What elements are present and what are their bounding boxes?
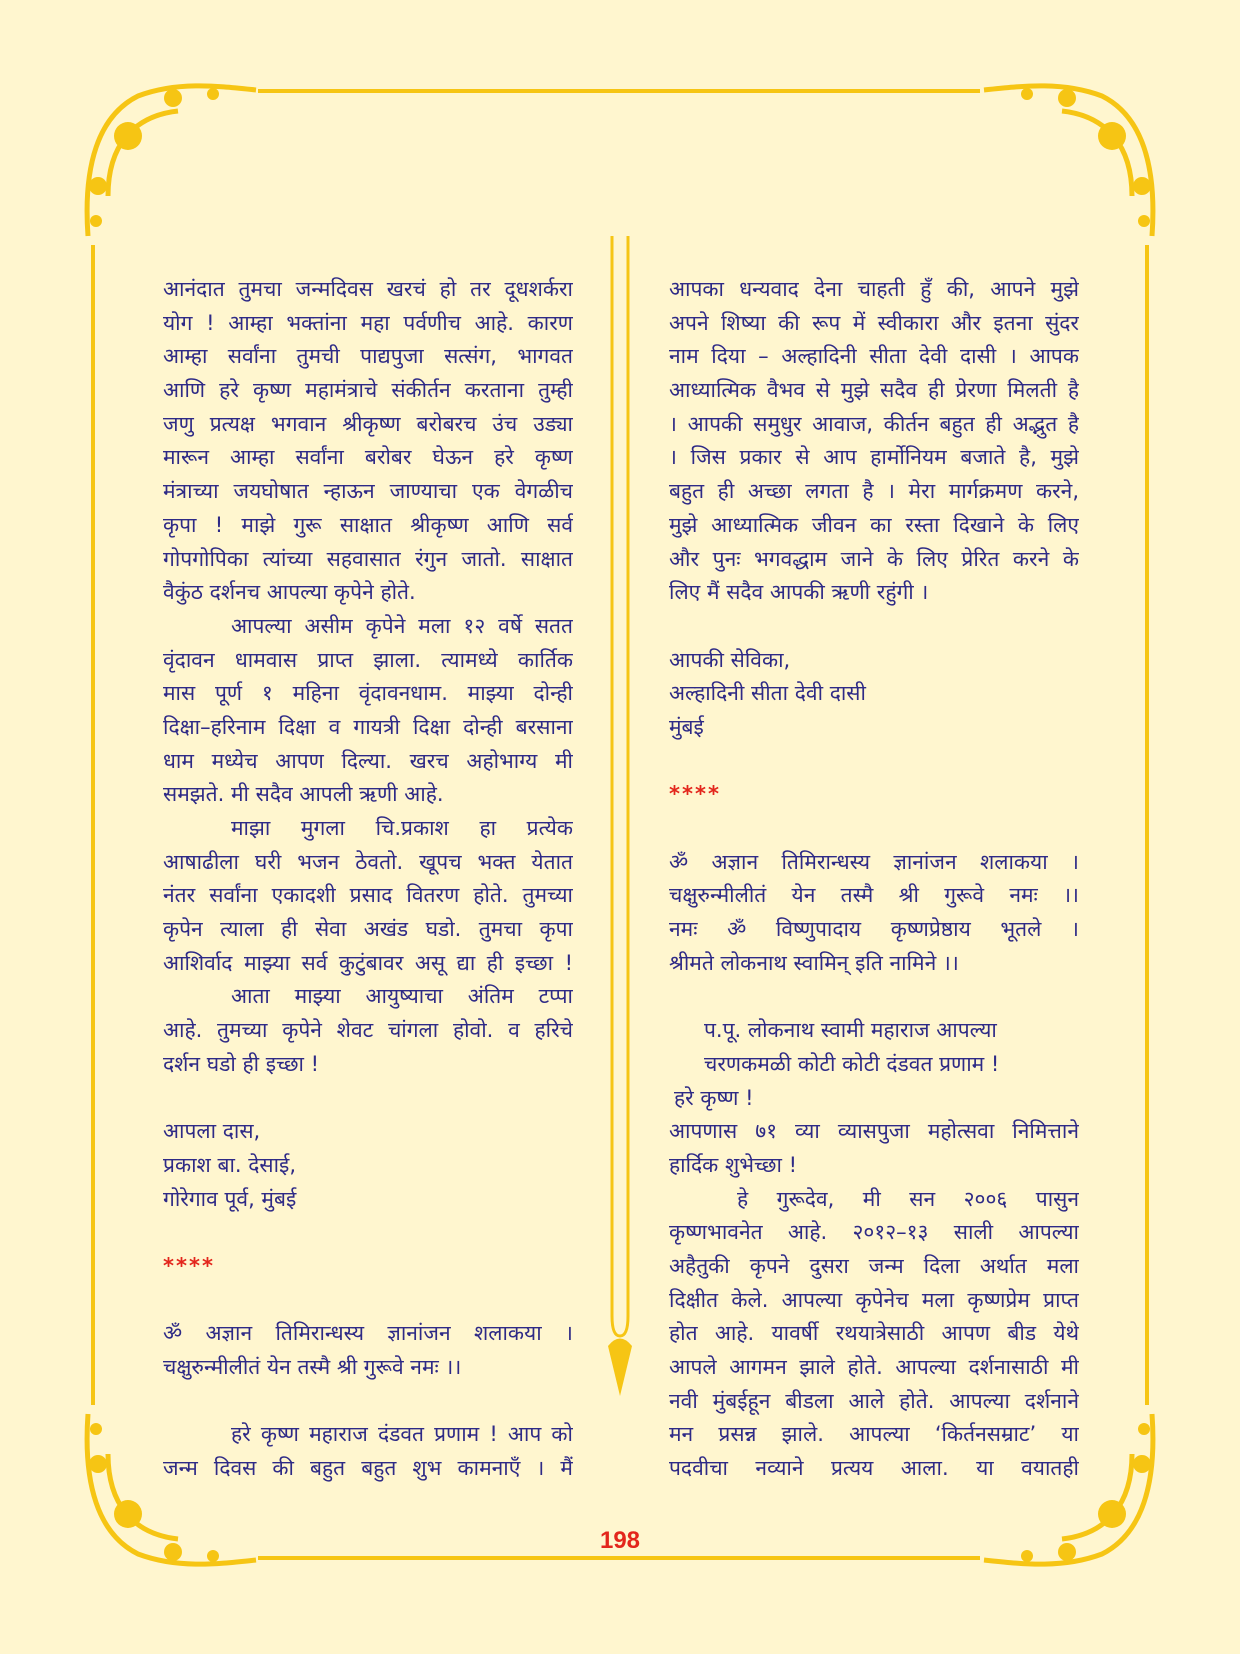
text-line: चक्षुरुन्मीलीतं येन तस्मै श्री गुरूवे नमः ।।: [669, 883, 1079, 908]
section-separator-stars: ****: [163, 1253, 215, 1278]
text-line: हार्दिक शुभेच्छा !: [669, 1152, 798, 1177]
text-line: चरणकमळी कोटी कोटी दंडवत प्रणाम !: [704, 1051, 1000, 1076]
text-line: आपणास ७१ व्या व्यासपुजा महोत्सवा निमित्ताने: [669, 1119, 1079, 1144]
frame-left-line: [91, 245, 95, 1405]
text-line: बहुत ही अच्छा लगता है । मेरा मार्गक्रमण करने,: [669, 479, 1079, 504]
text-line: कृष्णभावनेत आहे. २०१२–१३ साली आपल्या: [669, 1220, 1079, 1245]
frame-right-line: [1145, 245, 1149, 1405]
text-line: आषाढीला घरी भजन ठेवतो. खूपच भक्त येतात: [163, 849, 573, 874]
text-line: जणु प्रत्यक्ष भगवान श्रीकृष्ण बरोबरच उंच उड्या: [163, 411, 573, 436]
text-line: नमः ॐ विष्णुपादाय कृष्णप्रेष्ठाय भूतले ।: [669, 917, 1079, 942]
text-line: नाम दिया – अल्हादिनी सीता देवी दासी । आपक: [669, 344, 1079, 369]
text-line: धाम मध्येच आपण दिल्या. खरच अहोभाग्य मी: [163, 748, 573, 773]
frame-bottom-line: [258, 1556, 980, 1560]
text-line: और पुनः भगवद्धाम जाने के लिए प्रेरित करने के: [669, 546, 1079, 571]
text-line: श्रीमते लोकनाथ स्वामिन् इति नामिने ।।: [669, 950, 959, 975]
text-line: हरे कृष्ण !: [674, 1085, 754, 1110]
text-line: आहे. तुमच्या कृपेने शेवट चांगला होवो. व हरिचे: [163, 1018, 573, 1043]
text-line: अहैतुकी कृपने दुसरा जन्म दिला अर्थात मला: [669, 1253, 1079, 1278]
text-line: । आपकी समुधुर आवाज, कीर्तन बहुत ही अद्भुत है: [669, 411, 1079, 436]
text-line: प.पू. लोकनाथ स्वामी महाराज आपल्या: [704, 1018, 997, 1043]
text-line: आनंदात तुमचा जन्मदिवस खरचं हो तर दूधशर्करा: [163, 277, 573, 301]
blank-line: [163, 1082, 573, 1116]
text-line: आपला दास,: [163, 1119, 261, 1144]
text-line: दिक्षा–हरिनाम दिक्षा व गायत्री दिक्षा दोन्ही बरसाना: [163, 714, 573, 739]
text-line: पदवीचा नव्याने प्रत्यय आला. या वयातही: [669, 1456, 1079, 1481]
text-line: हे गुरूदेव, मी सन २००६ पासुन: [737, 1186, 1079, 1211]
text-line: आध्यात्मिक वैभव से मुझे सदैव ही प्रेरणा मिलती है: [669, 378, 1079, 403]
text-line: ॐ अज्ञान तिमिरान्धस्य ज्ञानांजन शलाकया ।: [669, 849, 1079, 874]
blank-line: [163, 1284, 573, 1318]
blank-line: [669, 745, 1079, 779]
text-line: गोपगोपिका त्यांच्या सहवासात रंगुन जातो. साक्षात: [163, 546, 573, 571]
text-line: नंतर सर्वांना एकादशी प्रसाद वितरण होते. तुमच्या: [163, 883, 573, 908]
frame-top-line: [258, 89, 980, 93]
text-line: आम्हा सर्वांना तुमची पाद्यपुजा सत्संग, भागवत: [163, 344, 573, 369]
text-line: आपकी सेविका,: [669, 647, 791, 672]
blank-line: [163, 1216, 573, 1250]
text-line: आपका धन्यवाद देना चाहती हुँ की, आपने मुझे: [669, 277, 1079, 301]
text-line: लिए मैं सदैव आपकी ऋणी रहुंगी ।: [669, 580, 929, 605]
text-line: अल्हादिनी सीता देवी दासी: [669, 681, 866, 706]
text-line: । जिस प्रकार से आप हार्मोनियम बजाते है, मुझे: [669, 445, 1079, 470]
text-line: हरे कृष्ण महाराज दंडवत प्रणाम ! आप को: [231, 1422, 573, 1447]
section-separator-stars: ****: [669, 782, 721, 807]
text-line: मन प्रसन्न झाले. आपल्या ‘किर्तनसम्राट’ या: [669, 1422, 1079, 1447]
text-line: आणि हरे कृष्ण महामंत्राचे संकीर्तन करताना तुम्ही: [163, 378, 573, 403]
text-line: आशिर्वाद माझ्या सर्व कुटुंबावर असू द्या ही इच्छा !: [163, 950, 573, 975]
text-line: मंत्राच्या जयघोषात न्हाऊन जाण्याचा एक वेगळीच: [163, 479, 573, 504]
text-line: योग ! आम्हा भक्तांना महा पर्वणीच आहे. कारण: [163, 310, 573, 335]
blank-line: [669, 610, 1079, 644]
text-line: होत आहे. यावर्षी रथयात्रेसाठी आपण बीड येथे: [669, 1321, 1079, 1346]
text-line: दर्शन घडो ही इच्छा !: [163, 1051, 320, 1076]
text-line: जन्म दिवस की बहुत बहुत शुभ कामनाएँ । मैं: [163, 1456, 573, 1481]
blank-line: [669, 812, 1079, 846]
text-line: नवी मुंबईहून बीडला आले होते. आपल्या दर्शनाने: [669, 1388, 1079, 1413]
text-line: वैकुंठ दर्शनच आपल्या कृपेने होते.: [163, 580, 416, 605]
text-line: ॐ अज्ञान तिमिरान्धस्य ज्ञानांजन शलाकया ।: [163, 1321, 573, 1346]
text-line: मारून आम्हा सर्वांना बरोबर घेऊन हरे कृष्ण: [163, 445, 573, 470]
blank-line: [669, 980, 1079, 1014]
text-line: माझा मुगला चि.प्रकाश हा प्रत्येक: [231, 816, 573, 840]
corner-ornament-top-left: [78, 76, 258, 246]
text-line: चक्षुरुन्मीलीतं येन तस्मै श्री गुरूवे नमः ।।: [163, 1355, 462, 1379]
text-line: कृपेन त्याला ही सेवा अखंड घडो. तुमचा कृपा: [163, 917, 573, 942]
text-line: दिक्षीत केले. आपल्या कृपेनेच मला कृष्णप्रेम प्राप्त: [669, 1287, 1079, 1312]
text-line: मुझे आध्यात्मिक जीवन का रस्ता दिखाने के लिए: [669, 512, 1079, 537]
text-line: गोरेगाव पूर्व, मुंबई: [163, 1186, 297, 1211]
right-column: [669, 273, 1079, 1486]
text-line: आता माझ्या आयुष्याचा अंतिम टप्पा: [231, 984, 573, 1009]
left-column: [163, 273, 573, 1486]
text-line: वृंदावन धामवास प्राप्त झाला. त्यामध्ये कार्तिक: [163, 647, 573, 672]
text-line: अपने शिष्या की रूप में स्वीकारा और इतना सुंदर: [669, 310, 1079, 335]
text-line: मुंबई: [669, 714, 704, 739]
blank-line: [163, 1385, 573, 1419]
column-divider: [606, 236, 634, 1396]
corner-ornament-top-right: [982, 76, 1162, 246]
text-line: मास पूर्ण १ महिना वृंदावनधाम. माझ्या दोन्ही: [163, 681, 573, 706]
text-line: कृपा ! माझे गुरू साक्षात श्रीकृष्ण आणि सर्व: [163, 512, 573, 537]
text-line: समझते. मी सदैव आपली ऋणी आहे.: [163, 782, 444, 807]
text-line: प्रकाश बा. देसाई,: [163, 1152, 297, 1177]
text-line: आपले आगमन झाले होते. आपल्या दर्शनासाठी मी: [669, 1355, 1079, 1379]
text-line: आपल्या असीम कृपेने मला १२ वर्षे सतत: [231, 613, 573, 638]
page-number: 198: [599, 1527, 641, 1554]
